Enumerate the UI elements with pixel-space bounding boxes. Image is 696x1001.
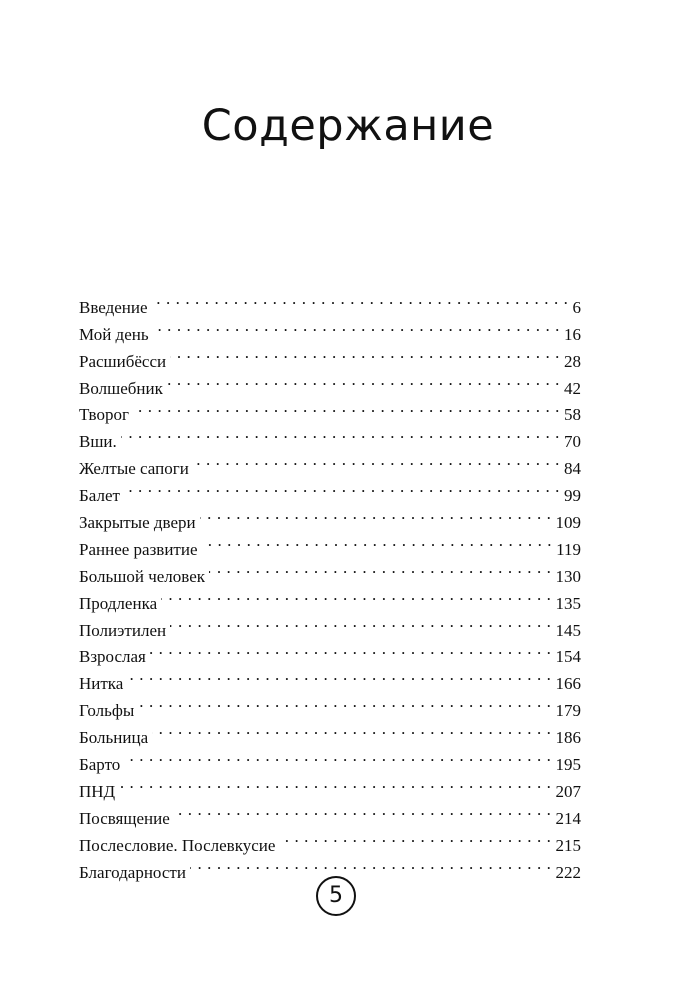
toc-dot-leader [150, 636, 552, 663]
toc-dot-leader [152, 716, 551, 743]
toc-entry-title: Вши. [79, 432, 117, 452]
toc-entry [79, 501, 581, 533]
toc-entry-title: Закрытые двери [79, 513, 196, 533]
toc-entry-title: Продленка [79, 593, 158, 613]
toc-entry-page: 207 [555, 781, 581, 801]
toc-entry-title: Больница [79, 728, 149, 748]
toc-entry-page: 145 [555, 620, 581, 640]
toc-entry-page: 222 [555, 862, 581, 882]
toc-entry-title: Посвящение [79, 808, 170, 828]
toc-entry-page: 99 [564, 486, 581, 506]
toc-entry-page: 6 [572, 297, 581, 317]
toc-entry-title: Желтые сапоги [79, 459, 189, 479]
toc-dot-leader [279, 824, 551, 851]
toc-dot-leader [209, 555, 551, 582]
toc-entry-page: 130 [555, 566, 581, 586]
toc-entry-title: Нитка [79, 674, 124, 694]
toc-dot-leader [170, 609, 551, 636]
toc-dot-leader [119, 770, 551, 797]
toc-entry [79, 743, 581, 775]
toc-dot-leader [170, 340, 560, 367]
toc-entry [79, 313, 581, 344]
toc-dot-leader [121, 420, 560, 447]
toc-entry-page: 28 [564, 351, 581, 371]
toc-entry-title: Послесловие. Послевкусие [79, 835, 276, 855]
toc-entry-title: Расшибёсси [79, 351, 167, 371]
toc-entry-page: 84 [564, 459, 581, 479]
toc-entry-page: 215 [555, 835, 581, 855]
toc-entry-title: Взрослая [79, 647, 146, 667]
toc-dot-leader [167, 367, 560, 394]
toc-entry [79, 689, 581, 721]
toc-entry [79, 474, 581, 506]
toc-dot-leader [124, 743, 551, 770]
toc-dot-leader [174, 797, 552, 824]
page-title: Содержание [201, 101, 495, 151]
toc-entry-title: Гольфы [79, 701, 135, 721]
toc-entry-page: 119 [556, 539, 581, 559]
toc-dot-leader [161, 582, 551, 609]
toc-entry-title: Творог [79, 405, 129, 425]
toc-entry-title: Волшебник [79, 378, 163, 398]
toc-entry-page: 135 [555, 593, 581, 613]
toc-dot-leader [152, 286, 569, 313]
toc-dot-leader [202, 528, 553, 555]
toc-entry-title: Мой день [79, 324, 149, 344]
toc-entry-page: 42 [564, 378, 581, 398]
toc-entry-title: Благодарности [79, 862, 186, 882]
toc-entry-page: 16 [564, 324, 581, 344]
toc-dot-leader [124, 474, 560, 501]
toc-entry-title: ПНД [79, 781, 116, 801]
toc-entry-title: Раннее развитие [79, 539, 198, 559]
toc-entry [79, 636, 581, 667]
toc-entry-page: 186 [555, 728, 581, 748]
toc-entry-title: Большой человек [79, 566, 206, 586]
toc-entry-page: 109 [555, 513, 581, 533]
toc-entry-title: Введение [79, 297, 148, 317]
toc-entry-title: Балет [79, 486, 120, 506]
toc-dot-leader [200, 501, 552, 528]
toc-entry [79, 716, 581, 748]
toc-dot-leader [193, 447, 560, 474]
toc-dot-leader [133, 394, 560, 421]
toc-entry-page: 179 [555, 701, 581, 721]
toc-entry-page: 195 [555, 755, 581, 775]
toc-entry-title: Полиэтилен [79, 620, 167, 640]
toc-dot-leader [153, 313, 560, 340]
toc-entry-title: Барто [79, 755, 121, 775]
toc-entry [79, 420, 581, 452]
toc-entry-page: 214 [555, 808, 581, 828]
toc-entry [79, 394, 581, 425]
toc-entry [79, 447, 581, 479]
toc-dot-leader [127, 662, 551, 689]
toc-dot-leader [190, 851, 552, 878]
toc-entry-page: 154 [555, 647, 581, 667]
toc-entry [79, 797, 581, 828]
toc-entry [79, 286, 581, 317]
toc-entry-page: 70 [564, 432, 581, 452]
toc-entry [79, 662, 581, 694]
toc-entry-page: 166 [555, 674, 581, 694]
page-number-badge: 5 [316, 876, 356, 916]
table-of-contents [79, 286, 581, 882]
toc-dot-leader [138, 689, 551, 716]
toc-entry-page: 58 [564, 405, 581, 425]
toc-entry [79, 340, 581, 371]
toc-entry [79, 770, 581, 801]
